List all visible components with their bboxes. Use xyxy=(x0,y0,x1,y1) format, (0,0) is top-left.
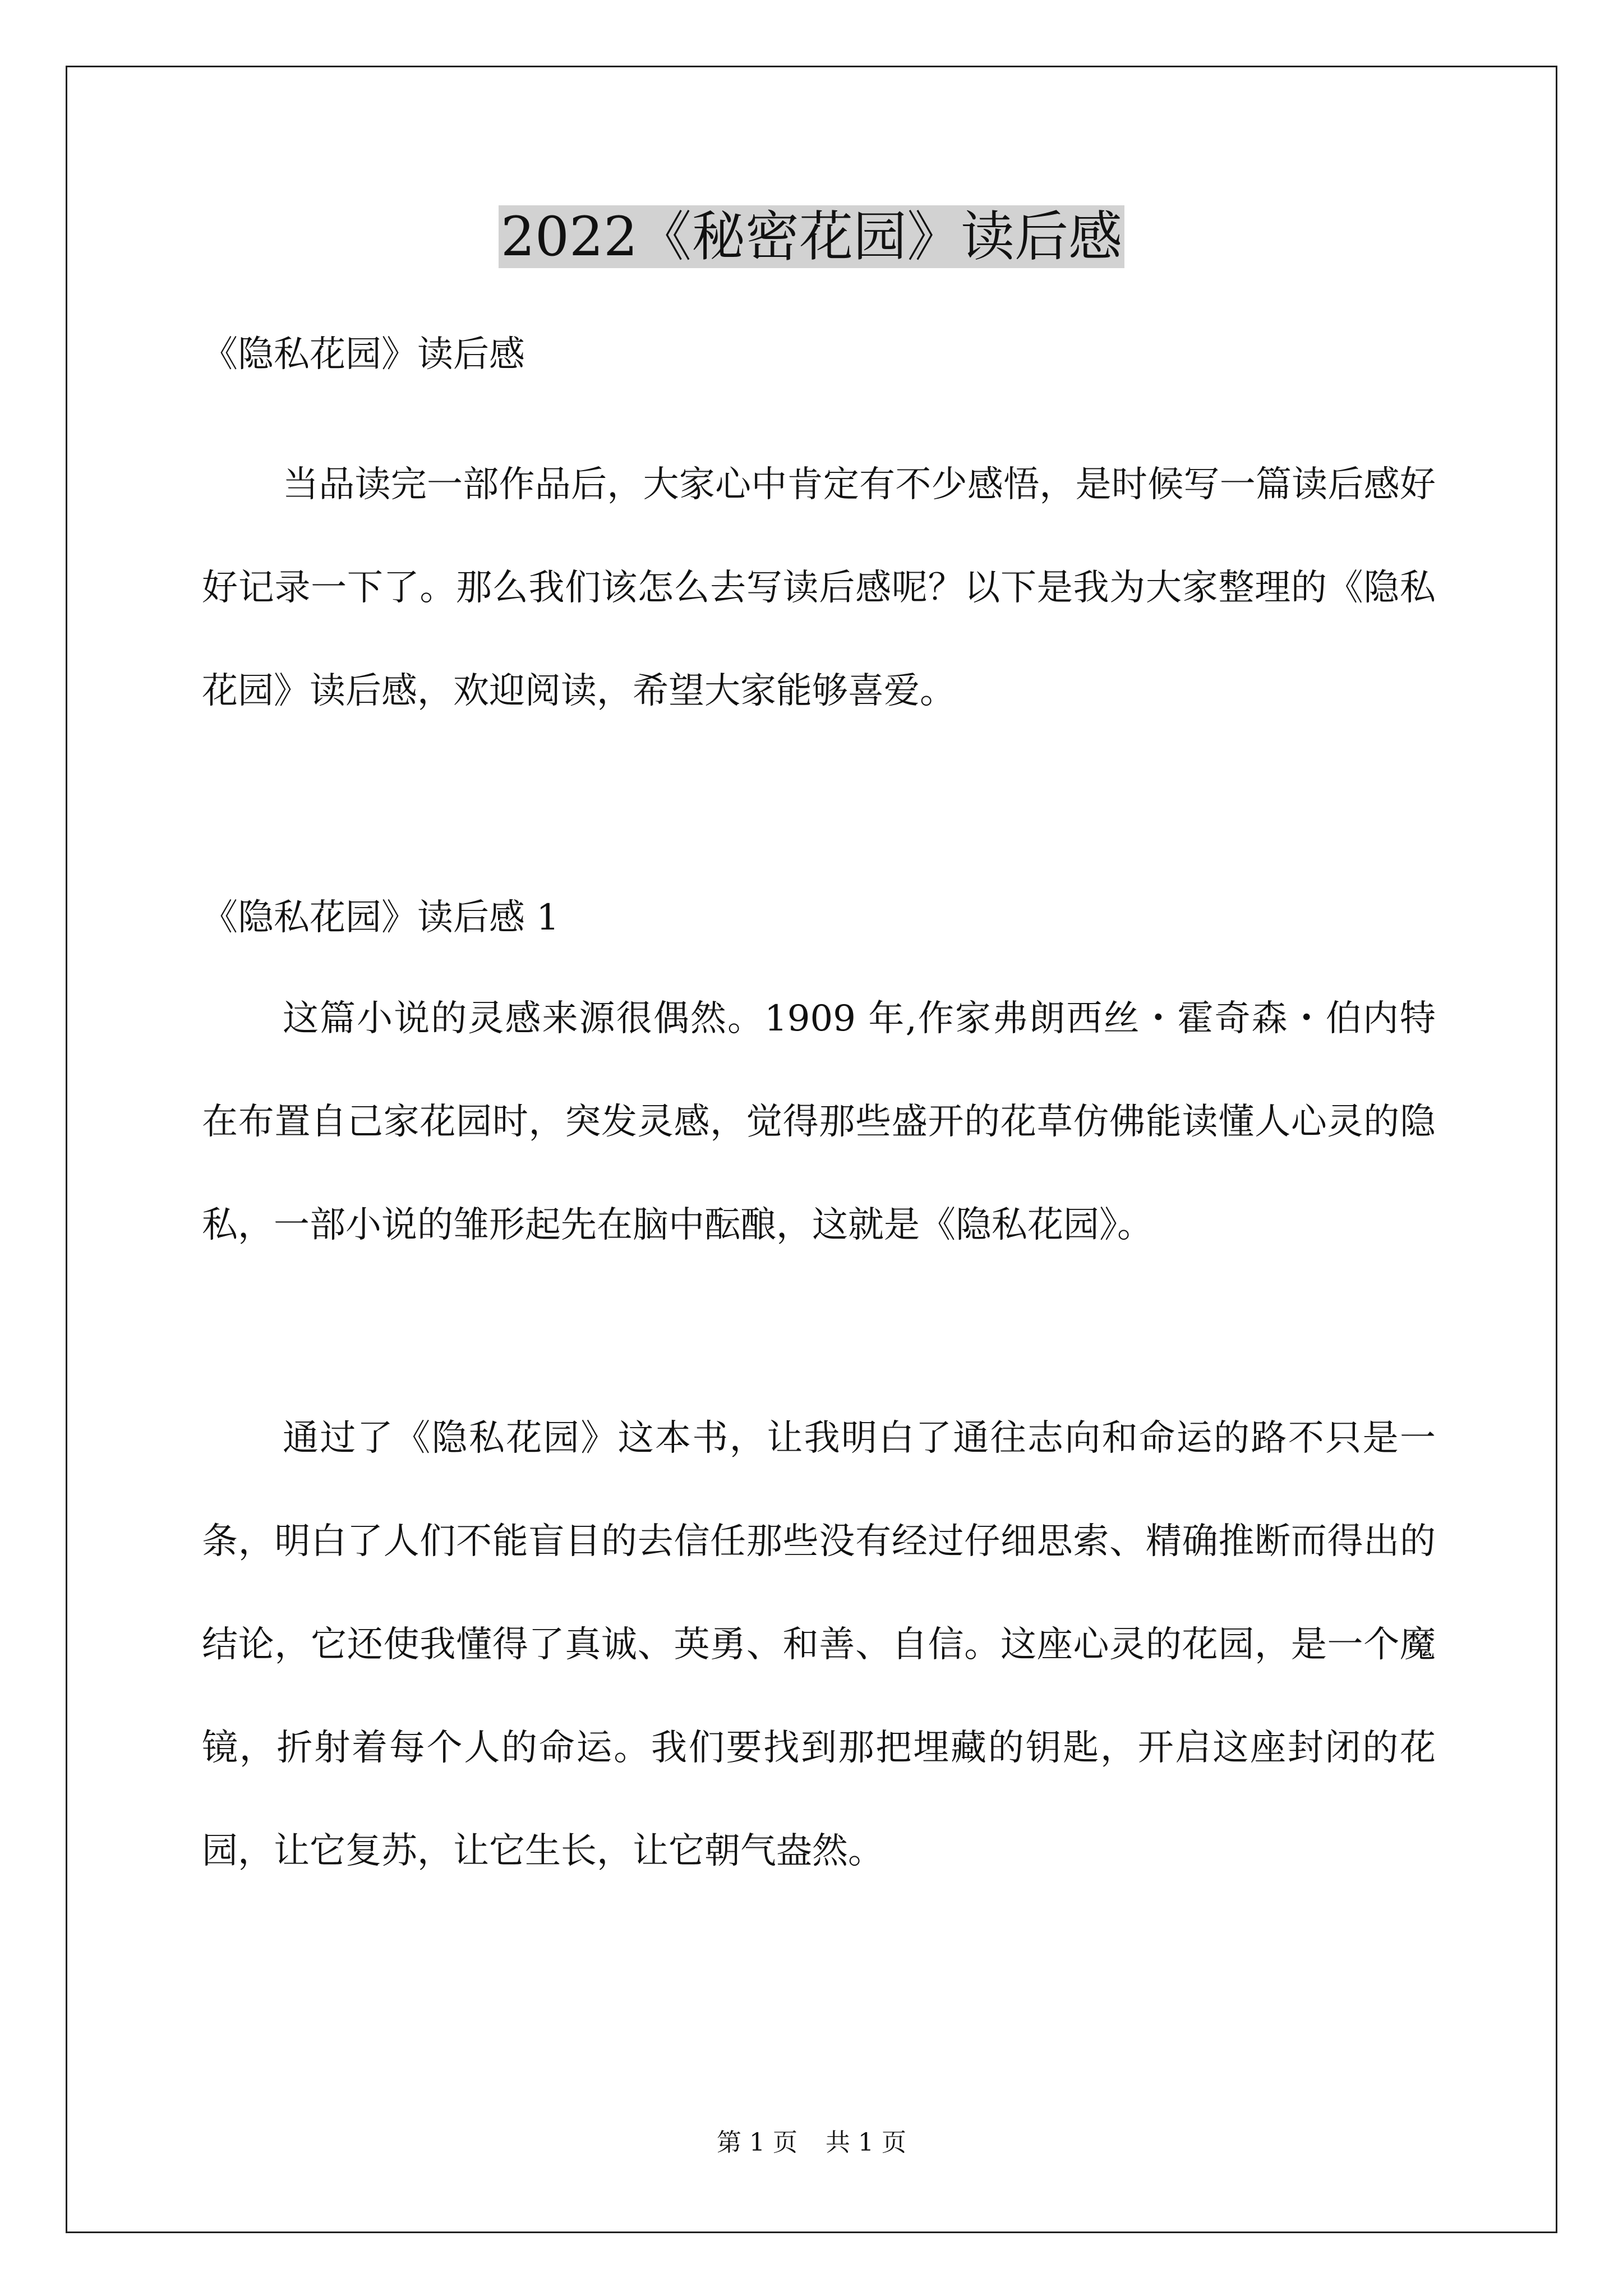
page-number: 第 1 页 xyxy=(717,2128,797,2157)
document-title xyxy=(0,197,1623,276)
document-title-text: 2022《秘密花园》读后感 xyxy=(499,205,1124,268)
body-paragraph-2: 通过了《隐私花园》这本书，让我明白了通往志向和命运的路不只是一条，明白了人们不能盲目的去信任那些没有经过仔细思索、精确推断而得出的结论，它还使我懂得了真诚、英勇、和善、自信。这座心灵的花园，是一个魔镜，折射着每个人的命运。我们要找到那把埋藏的钥匙，开启这座封闭的花园，让它复苏，让它生长，让它朝气盎然。 xyxy=(202,1418,1436,1872)
page-footer xyxy=(0,2126,1623,2160)
intro-paragraph: 当品读完一部作品后，大家心中肯定有不少感悟，是时候写一篇读后感好好记录一下了。那么我们该怎么去写读后感呢？以下是我为大家整理的《隐私花园》读后感，欢迎阅读，希望大家能够喜爱。 xyxy=(202,464,1436,712)
page-total: 共 1 页 xyxy=(826,2128,906,2157)
document-subtitle: 《隐私花园》读后感 xyxy=(202,334,525,375)
body-paragraph-1: 这篇小说的灵感来源很偶然。1909 年,作家弗朗西丝・霍奇森・伯内特在布置自己家花园时，突发灵感，觉得那些盛开的花草仿佛能读懂人心灵的隐私，一部小说的雏形起先在脑中酝酿，这就是《隐私花园》。 xyxy=(202,998,1436,1246)
section-heading: 《隐私花园》读后感 1 xyxy=(202,897,560,938)
